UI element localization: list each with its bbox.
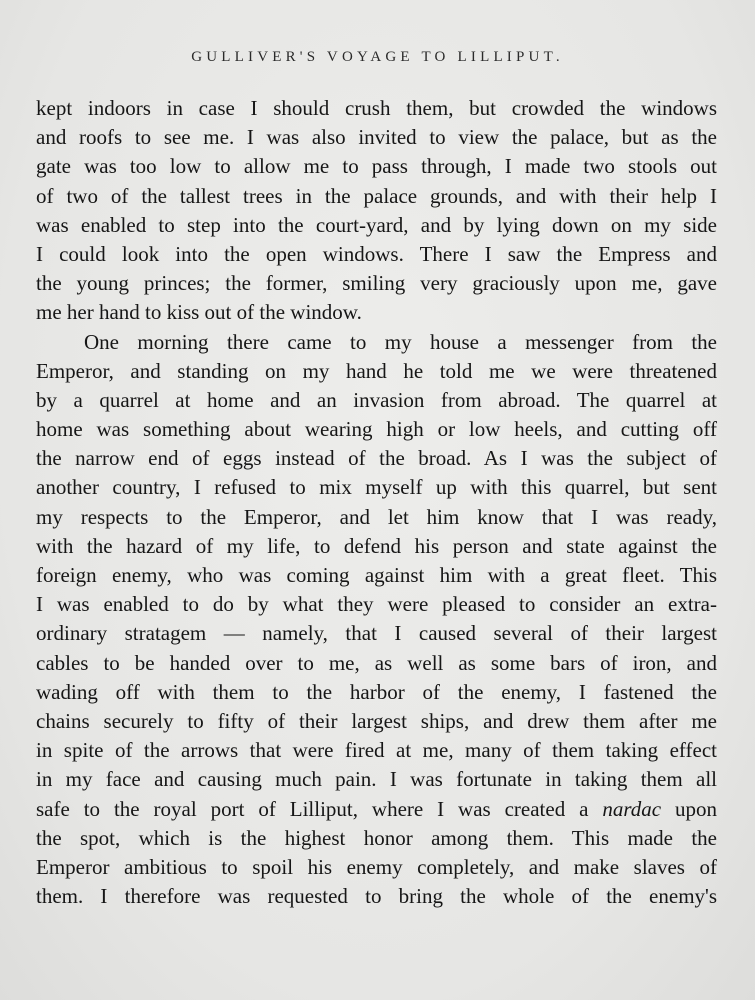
text-line: chains securely to fifty of their largest ships, and drew them after me	[36, 708, 717, 733]
text-line: gate was too low to allow me to pass through, I made two stools out	[36, 154, 717, 179]
text-line: the spot, which is the highest honor among them. This made the	[36, 825, 717, 850]
text-line: me her hand to kiss out of the window.	[36, 300, 362, 325]
text-line: ordinary stratagem — namely, that I caused several of their largest	[36, 621, 717, 646]
text-line: in my face and causing much pain. I was fortunate in taking them all	[36, 767, 717, 792]
text-line: One morning there came to my house a messenger from the	[84, 329, 717, 354]
text-line: was enabled to step into the court-yard, and by lying down on my side	[36, 212, 717, 237]
text-line: with the hazard of my life, to defend his person and state against the	[36, 533, 717, 558]
text-segment: safe to the royal port of Lilliput, where I was created a	[36, 796, 589, 821]
text-line: in spite of the arrows that were fired at me, many of them taking effect	[36, 738, 717, 763]
text-line: foreign enemy, who was coming against him with a great fleet. This	[36, 563, 717, 587]
text-line: another country, I refused to mix myself up with this quarrel, but sent	[36, 475, 717, 500]
text-line: of two of the tallest trees in the palace grounds, and with their help I	[36, 183, 717, 208]
text-line: the narrow end of eggs instead of the broad. As I was the subject of	[36, 446, 717, 471]
text-line: Emperor ambitious to spoil his enemy completely, and make slaves of	[36, 854, 717, 879]
text-line: home was something about wearing high or low heels, and cutting off	[36, 417, 717, 442]
text-line: cables to be handed over to me, as well as some bars of iron, and	[36, 650, 717, 675]
paragraph	[36, 328, 717, 912]
text-line: by a quarrel at home and an invasion from abroad. The quarrel at	[36, 387, 717, 412]
text-line-with-italic	[36, 795, 717, 824]
text-line: my respects to the Emperor, and let him know that I was ready,	[36, 504, 717, 529]
text-line: Emperor, and standing on my hand he told me we were threatened	[36, 358, 717, 383]
running-head: GULLIVER'S VOYAGE TO LILLIPUT.	[191, 49, 564, 65]
text-line: wading off with them to the harbor of the enemy, I fastened the	[36, 679, 717, 704]
text-line: them. I therefore was requested to bring the whole of the enemy's	[36, 884, 717, 909]
text-line: kept indoors in case I should crush them, but crowded the windows	[36, 96, 717, 120]
text-line: the young princes; the former, smiling very graciously upon me, gave	[36, 271, 717, 296]
paragraph	[36, 94, 717, 328]
text-line: and roofs to see me. I was also invited to view the palace, but as the	[36, 125, 717, 150]
body-text	[36, 94, 717, 911]
text-line: I could look into the open windows. There I saw the Empress and	[36, 241, 717, 266]
italic-term: nardac	[602, 796, 662, 821]
text-line: I was enabled to do by what they were pleased to consider an extra-	[36, 592, 717, 617]
text-segment: upon	[675, 796, 717, 821]
